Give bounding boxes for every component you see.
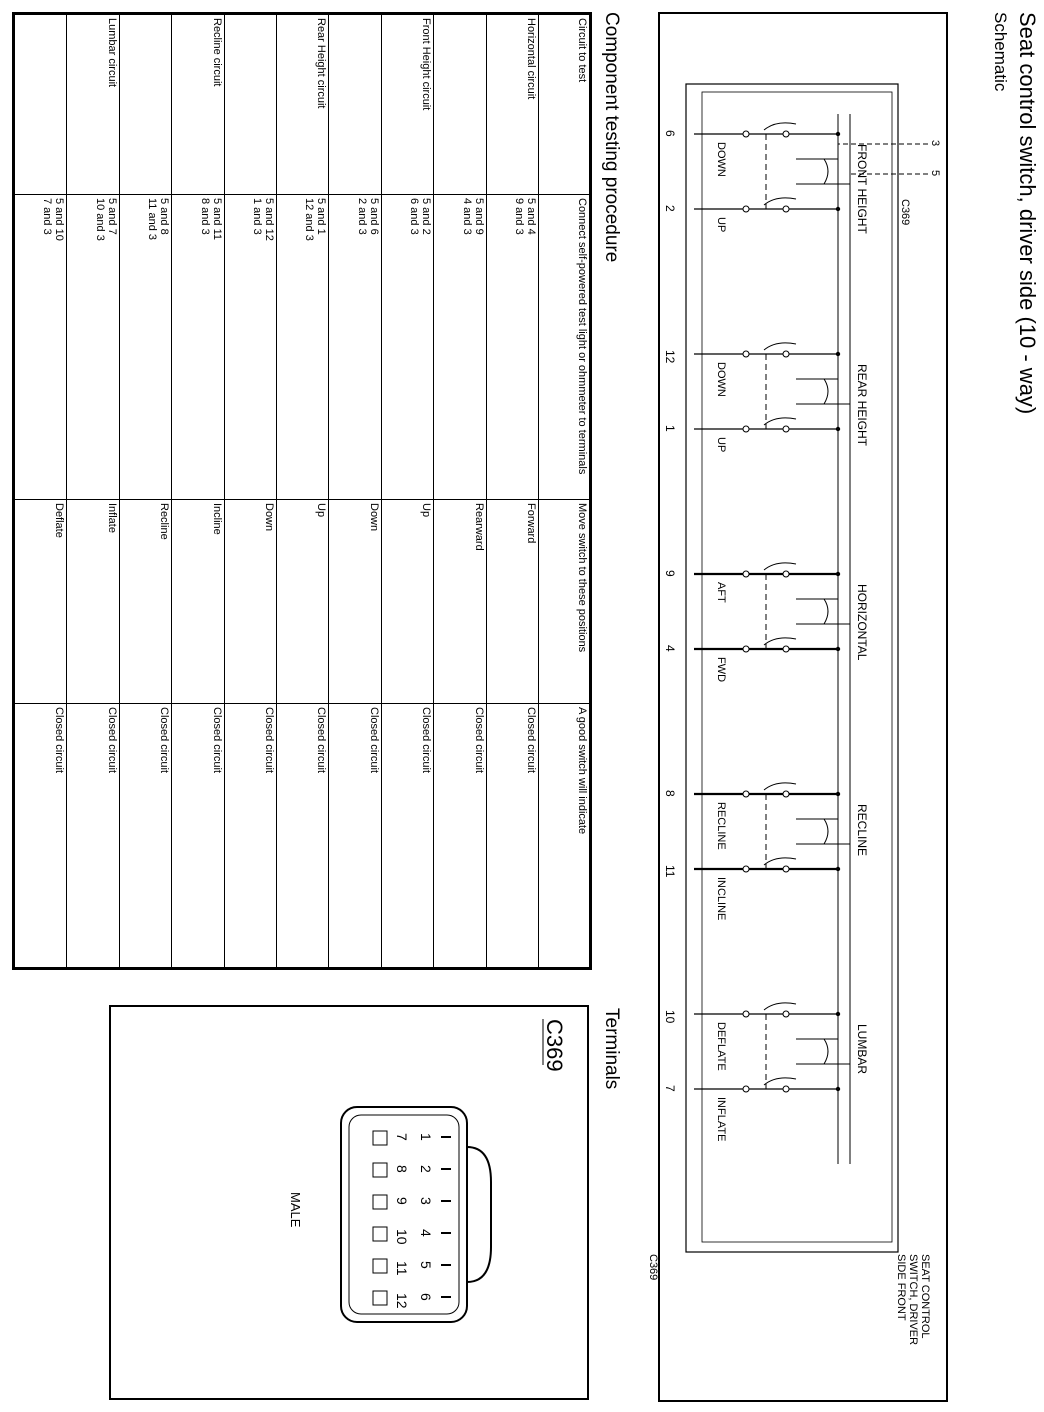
position-label: FWD: [715, 657, 727, 683]
pin-label: 4: [663, 645, 677, 652]
result-cell: Closed circuit: [224, 704, 276, 968]
pin-socket: [373, 1291, 387, 1305]
pin-label: 5: [929, 170, 941, 177]
component-name: SIDE FRONT: [895, 1254, 907, 1321]
position-label: RECLINE: [715, 802, 727, 850]
crossover-hop: [824, 1039, 828, 1064]
circuit-cell: Recline circuit: [172, 15, 224, 195]
table-row: [277, 15, 329, 968]
position-label: INFLATE: [715, 1097, 727, 1142]
position-label: INCLINE: [715, 877, 727, 921]
contact-node: [743, 131, 749, 137]
connector-id-label: C369: [542, 1019, 567, 1072]
terminals-cell: 5 and 9 4 and 3: [434, 195, 486, 500]
position-cell: Incline: [172, 500, 224, 704]
terminals-heading: Terminals: [601, 1008, 622, 1090]
pin-socket: [373, 1131, 387, 1145]
connector-inner: [349, 1115, 459, 1314]
connector-latch: [467, 1147, 491, 1282]
pin-socket: [373, 1163, 387, 1177]
terminals-cell: 5 and 2 6 and 3: [381, 195, 433, 500]
junction-dot: [836, 1087, 840, 1091]
pin-number: 12: [394, 1293, 410, 1309]
crossover-hop: [824, 819, 828, 844]
result-cell: Closed circuit: [329, 704, 381, 968]
contact-node: [783, 571, 789, 577]
junction-dot: [836, 572, 840, 576]
pin-number: 3: [418, 1197, 434, 1205]
position-cell: Deflate: [15, 500, 67, 704]
circuit-cell: [224, 15, 276, 195]
contact-node: [743, 791, 749, 797]
contact-node: [783, 646, 789, 652]
position-cell: Down: [329, 500, 381, 704]
table-row: [434, 15, 486, 968]
switch-arm: [764, 418, 796, 425]
position-cell: Forward: [486, 500, 538, 704]
pin-socket: [373, 1227, 387, 1241]
col-header-circuit: Circuit to test: [539, 15, 590, 195]
schematic-panel: [647, 12, 948, 1402]
position-label: AFT: [715, 582, 727, 603]
crossover-hop: [824, 379, 828, 404]
circuit-cell: Rear Height circuit: [277, 15, 329, 195]
pin-number: 11: [394, 1261, 410, 1276]
table-row: [381, 15, 433, 968]
switch-arm: [764, 123, 796, 130]
terminals-cell: 5 and 4 9 and 3: [486, 195, 538, 500]
procedure-table-panel: [12, 12, 592, 970]
contact-node: [743, 646, 749, 652]
result-cell: Closed circuit: [381, 704, 433, 968]
pin-label: 3: [929, 140, 941, 147]
pin-number: 10: [394, 1229, 410, 1245]
group-label: RECLINE: [855, 804, 869, 857]
junction-dot: [836, 207, 840, 211]
connector-diagram: [111, 1007, 587, 1398]
switch-arm: [764, 1078, 796, 1085]
table-row: [224, 15, 276, 968]
contact-node: [783, 206, 789, 212]
junction-dot: [836, 132, 840, 136]
terminals-panel: [109, 1005, 589, 1400]
contact-node: [783, 351, 789, 357]
terminals-cell: 5 and 1 12 and 3: [277, 195, 329, 500]
position-label: DEFLATE: [715, 1022, 727, 1071]
position-label: DOWN: [715, 362, 727, 397]
group-label: LUMBAR: [855, 1024, 869, 1075]
switch-arm: [764, 198, 796, 205]
contact-node: [783, 866, 789, 872]
contact-node: [783, 131, 789, 137]
table-row: [67, 15, 119, 968]
result-cell: Closed circuit: [67, 704, 119, 968]
pin-label: 10: [663, 1010, 677, 1024]
pin-number: 4: [418, 1229, 434, 1237]
pin-label: 7: [663, 1085, 677, 1092]
pin-number: 6: [418, 1293, 434, 1301]
gender-label: MALE: [288, 1192, 303, 1228]
crossover-hop: [824, 159, 828, 184]
contact-node: [743, 351, 749, 357]
terminals-cell: 5 and 10 7 and 3: [15, 195, 67, 500]
circuit-cell: [15, 15, 67, 195]
table-row: [119, 15, 171, 968]
page-title: Seat control switch, driver side (10 - way): [1015, 12, 1040, 415]
switch-arm: [764, 858, 796, 865]
table-row: [172, 15, 224, 968]
position-label: UP: [715, 217, 727, 233]
position-cell: Up: [277, 500, 329, 704]
junction-dot: [836, 1012, 840, 1016]
switch-arm: [764, 563, 796, 570]
terminals-cell: 5 and 6 2 and 3: [329, 195, 381, 500]
position-cell: Inflate: [67, 500, 119, 704]
pin-label: 2: [663, 205, 677, 212]
col-header-position: Move switch to these positions: [539, 500, 590, 704]
position-label: DOWN: [715, 142, 727, 177]
col-header-terminals: Connect self-powered test light or ohmmeter to terminals: [539, 195, 590, 500]
switch-arm: [764, 343, 796, 350]
pin-label: 6: [663, 130, 677, 137]
component-name: SEAT CONTROL: [919, 1254, 931, 1339]
circuit-cell: Lumbar circuit: [67, 15, 119, 195]
result-cell: Closed circuit: [486, 704, 538, 968]
pin-socket: [373, 1259, 387, 1273]
position-label: UP: [715, 437, 727, 453]
connector-label: C369: [899, 199, 911, 226]
pin-number: 9: [394, 1197, 410, 1205]
switch-arm: [764, 638, 796, 645]
junction-dot: [836, 792, 840, 796]
circuit-cell: [329, 15, 381, 195]
circuit-cell: Front Height circuit: [381, 15, 433, 195]
contact-node: [783, 791, 789, 797]
result-cell: Closed circuit: [119, 704, 171, 968]
pin-label: 8: [663, 790, 677, 797]
junction-dot: [836, 647, 840, 651]
contact-node: [783, 1086, 789, 1092]
terminals-cell: 5 and 7 10 and 3: [67, 195, 119, 500]
table-row: [486, 15, 538, 968]
group-label: FRONT HEIGHT: [855, 144, 869, 234]
crossover-hop: [824, 599, 828, 624]
result-cell: Closed circuit: [172, 704, 224, 968]
pin-number: 2: [418, 1165, 434, 1173]
circuit-cell: [119, 15, 171, 195]
pin-label: 12: [663, 350, 677, 364]
contact-node: [743, 1086, 749, 1092]
col-header-result: A good switch will indicate: [539, 704, 590, 968]
pin-number: 1: [418, 1133, 434, 1141]
contact-node: [783, 1011, 789, 1017]
connector-label: C369: [647, 1254, 659, 1281]
switch-arm: [764, 1003, 796, 1010]
procedure-table: [14, 14, 590, 968]
position-cell: Down: [224, 500, 276, 704]
contact-node: [743, 206, 749, 212]
schematic-heading: Schematic: [991, 12, 1010, 92]
contact-node: [743, 571, 749, 577]
contact-node: [783, 426, 789, 432]
pin-number: 5: [418, 1261, 434, 1269]
pin-label: 9: [663, 570, 677, 577]
pin-socket: [373, 1195, 387, 1209]
schematic-diagram: [647, 14, 946, 1400]
pin-number: 8: [394, 1165, 410, 1173]
terminals-cell: 5 and 12 1 and 3: [224, 195, 276, 500]
position-cell: Rearward: [434, 500, 486, 704]
group-label: REAR HEIGHT: [855, 364, 869, 447]
result-cell: Closed circuit: [277, 704, 329, 968]
pin-number: 7: [394, 1133, 410, 1141]
table-row: [15, 15, 67, 968]
junction-dot: [836, 427, 840, 431]
circuit-cell: Horizontal circuit: [486, 15, 538, 195]
result-cell: Closed circuit: [15, 704, 67, 968]
contact-node: [743, 866, 749, 872]
position-cell: Recline: [119, 500, 171, 704]
junction-dot: [836, 867, 840, 871]
position-cell: Up: [381, 500, 433, 704]
switch-arm: [764, 783, 796, 790]
junction-dot: [836, 352, 840, 356]
pin-label: 1: [663, 425, 677, 432]
terminals-cell: 5 and 11 8 and 3: [172, 195, 224, 500]
table-header-row: [539, 15, 590, 968]
procedure-heading: Component testing procedure: [601, 12, 622, 263]
group-label: HORIZONTAL: [855, 584, 869, 661]
result-cell: Closed circuit: [434, 704, 486, 968]
contact-node: [743, 1011, 749, 1017]
table-row: [329, 15, 381, 968]
terminals-cell: 5 and 8 11 and 3: [119, 195, 171, 500]
circuit-cell: [434, 15, 486, 195]
contact-node: [743, 426, 749, 432]
pin-label: 11: [663, 865, 677, 878]
component-name: SWITCH, DRIVER: [907, 1254, 919, 1346]
